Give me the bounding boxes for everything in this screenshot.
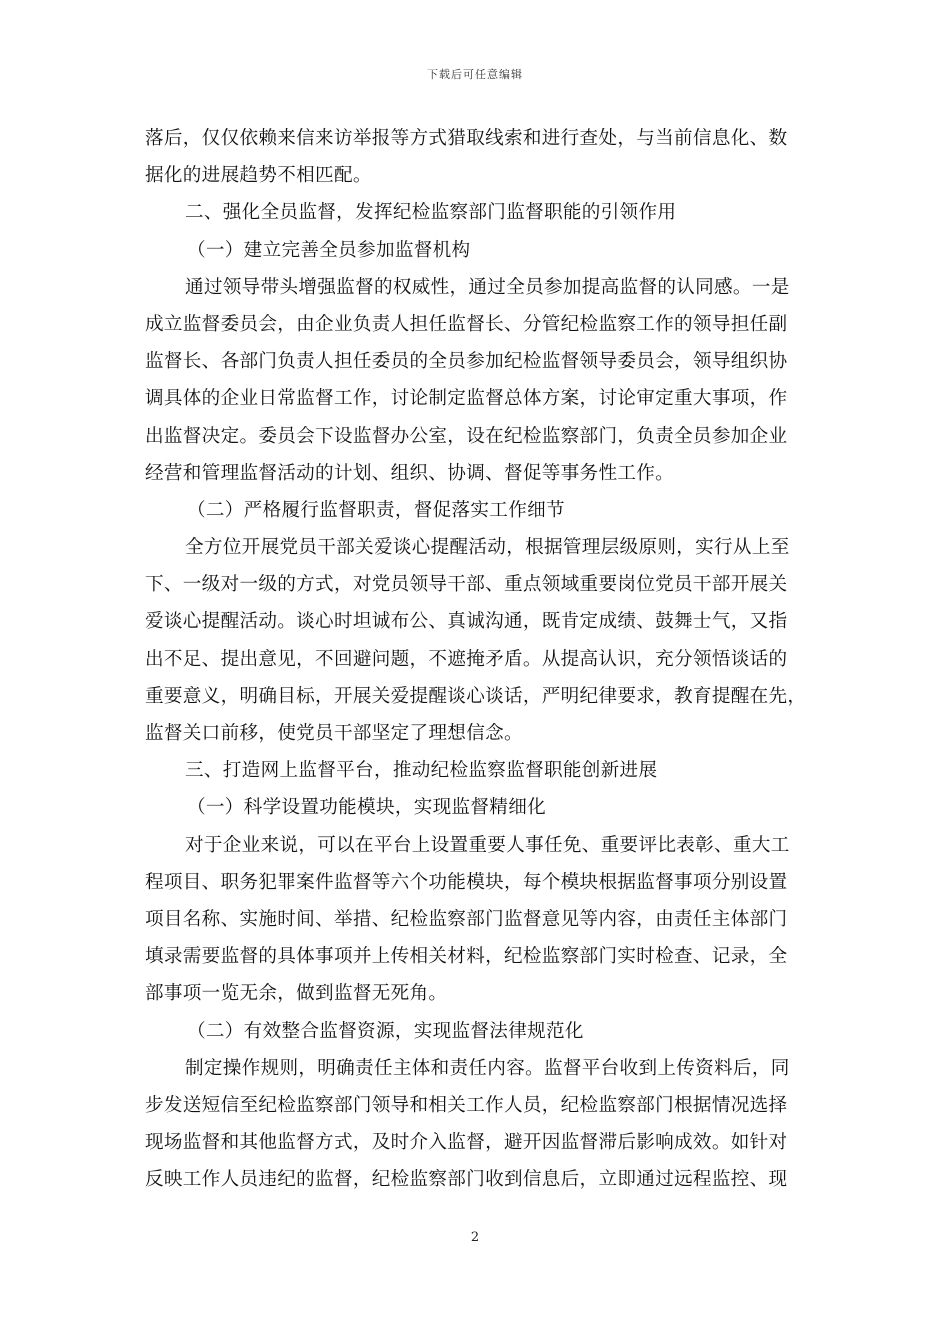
body-line: 经营和管理监督活动的计划、组织、协调、督促等事务性工作。 — [145, 462, 675, 484]
body-line: 据化的进展趋势不相匹配。 — [145, 165, 372, 187]
body-line: 调具体的企业日常监督工作，讨论制定监督总体方案，讨论审定重大事项，作 — [145, 388, 788, 410]
body-line: 成立监督委员会，由企业负责人担任监督长、分管纪检监察工作的领导担任副 — [145, 313, 788, 335]
subsection-heading: （二）有效整合监督资源，实现监督法律规范化 — [187, 1020, 584, 1042]
subsection-heading: （一）建立完善全员参加监督机构 — [187, 239, 471, 261]
page-number: 2 — [470, 1230, 480, 1245]
paragraph-start: 对于企业来说，可以在平台上设置重要人事任免、重要评比表彰、重大工 — [185, 834, 790, 856]
body-line: 爱谈心提醒活动。谈心时坦诚布公、真诚沟通，既肯定成绩、鼓舞士气，又指 — [145, 611, 788, 633]
subsection-heading: （二）严格履行监督职责，督促落实工作细节 — [187, 499, 565, 521]
paragraph-start: 通过领导带头增强监督的权威性，通过全员参加提高监督的认同感。一是 — [185, 276, 790, 298]
section-heading: 二、强化全员监督，发挥纪检监察部门监督职能的引领作用 — [185, 202, 677, 224]
body-line: 监督关口前移，使党员干部坚定了理想信念。 — [145, 723, 523, 744]
body-line: 出不足、提出意见，不回避问题，不遮掩矛盾。从提高认识，充分领悟谈话的 — [145, 648, 788, 670]
page-header: 下载后可任意编辑 — [427, 68, 523, 81]
body-line: 填录需要监督的具体事项并上传相关材料，纪检监察部门实时检查、记录，全 — [145, 946, 788, 968]
body-line: 落后，仅仅依赖来信来访举报等方式猎取线索和进行查处，与当前信息化、数 — [145, 128, 788, 149]
paragraph-start: 制定操作规则，明确责任主体和责任内容。监督平台收到上传资料后，同 — [185, 1057, 790, 1079]
subsection-heading: （一）科学设置功能模块，实现监督精细化 — [187, 797, 546, 819]
body-line: 出监督决定。委员会下设监督办公室，设在纪检监察部门，负责全员参加企业 — [145, 425, 788, 447]
body-line: 项目名称、实施时间、举措、纪检监察部门监督意见等内容，由责任主体部门 — [145, 908, 788, 930]
body-line: 监督长、各部门负责人担任委员的全员参加纪检监督领导委员会，领导组织协 — [145, 351, 788, 373]
body-line: 现场监督和其他监督方式，及时介入监督，避开因监督滞后影响成效。如针对 — [145, 1132, 788, 1154]
body-line: 部事项一览无余，做到监督无死角。 — [145, 983, 448, 1005]
body-line: 反映工作人员违纪的监督，纪检监察部门收到信息后，立即通过远程监控、现 — [145, 1169, 788, 1191]
body-line: 步发送短信至纪检监察部门领导和相关工作人员，纪检监察部门根据情况选择 — [145, 1094, 788, 1116]
document-body — [145, 120, 817, 1198]
section-heading: 三、打造网上监督平台，推动纪检监察监督职能创新进展 — [185, 760, 658, 782]
body-line: 重要意义，明确目标，开展关爱提醒谈心谈话，严明纪律要求，教育提醒在先， — [145, 685, 807, 707]
paragraph-start: 全方位开展党员干部关爱谈心提醒活动，根据管理层级原则，实行从上至 — [185, 537, 790, 559]
body-line: 下、一级对一级的方式，对党员领导干部、重点领域重要岗位党员干部开展关 — [145, 574, 788, 596]
body-line: 程项目、职务犯罪案件监督等六个功能模块，每个模块根据监督事项分别设置 — [145, 871, 788, 893]
